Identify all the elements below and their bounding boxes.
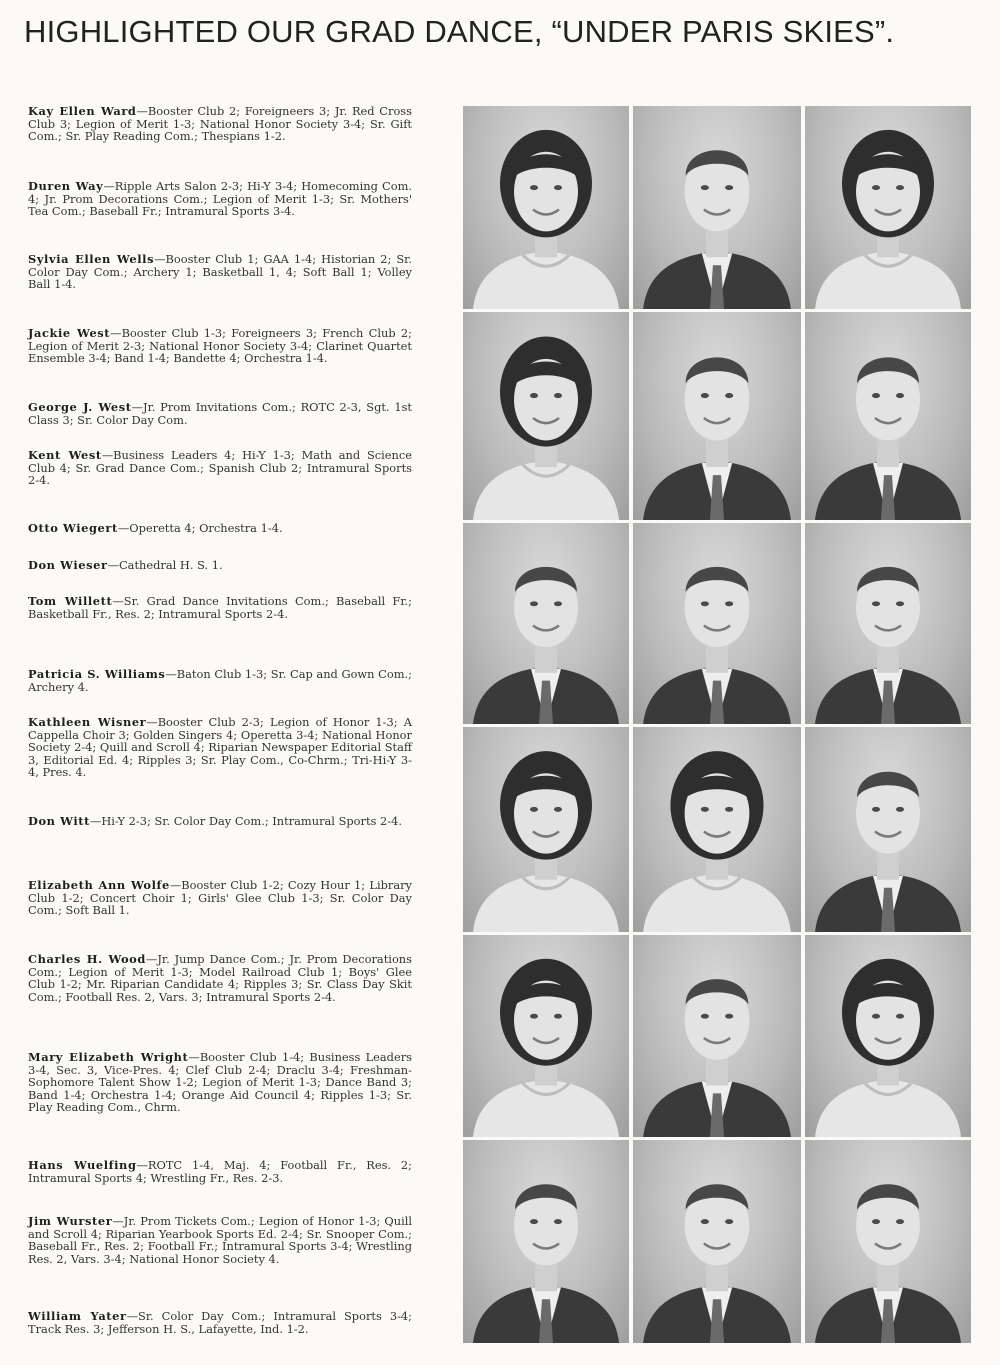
student-name: Otto Wiegert	[28, 521, 118, 535]
student-name: Kathleen Wisner	[28, 715, 147, 729]
portrait-image	[633, 727, 801, 932]
portrait-image	[463, 727, 629, 932]
student-portrait	[805, 935, 971, 1137]
student-name: Patricia S. Williams	[28, 667, 166, 681]
student-portrait	[633, 523, 801, 724]
portrait-image	[633, 523, 801, 724]
bio-entry	[28, 180, 412, 218]
student-activities: —Booster Club 1-4; Business Leaders 3-4, Sec. 3, Vice-Pres. 4; Clef Club 2-4; Draclu 3-4; Freshman-Sophomore Talent Show 1-2; Legion of Merit 1-3; Dance Band 3; Band 1-4; Orchestra 1-4; Orange Aid Council 4; Ripples 1-3; Sr. Play Reading Com., Chrm.	[28, 1050, 412, 1115]
student-portrait	[633, 1140, 801, 1343]
student-activities: —Cathedral H. S. 1.	[107, 558, 223, 572]
student-activities: —Booster Club 2; Foreigneers 3; Jr. Red Cross Club 3; Legion of Merit 1-3; National Honor Society 3-4; Sr. Gift Com.; Sr. Play Reading Com.; Thespians 1-2.	[28, 104, 413, 144]
portrait-image	[463, 523, 629, 724]
student-activities: —Ripple Arts Salon 2-3; Hi-Y 3-4; Homecoming Com. 4; Jr. Prom Decorations Com.; Legion of Merit 1-3; Sr. Mothers' Tea Com.; Baseball Fr.; Intramural Sports 3-4.	[28, 179, 412, 219]
student-name: Hans Wuelfing	[28, 1158, 137, 1172]
portrait-image	[633, 106, 801, 309]
portrait-image	[805, 106, 971, 309]
student-name: Don Wieser	[28, 558, 108, 572]
bio-entry	[28, 953, 412, 1003]
student-name: Duren Way	[28, 179, 104, 193]
student-activities: —Booster Club 1-2; Cozy Hour 1; Library Club 1-2; Concert Choir 1; Girls' Glee Club 1-3; Sr. Color Day Com.; Soft Ball 1.	[28, 878, 412, 918]
student-name: Kent West	[28, 448, 102, 462]
student-portrait	[633, 312, 801, 520]
bio-entry	[28, 1310, 412, 1335]
bio-entry	[28, 879, 412, 917]
student-name: William Yater	[28, 1309, 127, 1323]
student-name: Kay Ellen Ward	[28, 104, 137, 118]
bio-entry	[28, 105, 412, 143]
student-portrait	[463, 727, 629, 932]
student-activities: —Booster Club 1; GAA 1-4; Historian 2; Sr. Color Day Com.; Archery 1; Basketball 1, 4; Soft Ball 1; Volley Ball 1-4.	[28, 252, 412, 292]
student-activities: —Sr. Color Day Com.; Intramural Sports 3-4; Track Res. 3; Jefferson H. S., Lafayette, Ind. 1-2.	[28, 1309, 412, 1336]
student-portrait	[805, 312, 971, 520]
student-portrait	[463, 935, 629, 1137]
bio-entry	[28, 716, 412, 779]
student-activities: —Operetta 4; Orchestra 1-4.	[117, 521, 283, 535]
bio-entry	[28, 1051, 412, 1114]
page-headline: HIGHLIGHTED OUR GRAD DANCE, “UNDER PARIS SKIES”.	[24, 14, 895, 49]
student-activities: —ROTC 1-4, Maj. 4; Football Fr., Res. 2; Intramural Sports 4; Wrestling Fr., Res. 2-3.	[28, 1158, 412, 1185]
student-portrait	[805, 1140, 971, 1343]
student-name: Mary Elizabeth Wright	[28, 1050, 189, 1064]
bio-entry	[28, 595, 412, 620]
bio-entry	[28, 1159, 412, 1184]
bio-entry	[28, 1215, 412, 1265]
student-portrait	[633, 935, 801, 1137]
student-name: Tom Willett	[28, 594, 113, 608]
portrait-image	[805, 312, 971, 520]
student-name: Jim Wurster	[28, 1214, 113, 1228]
portrait-image	[463, 1140, 629, 1343]
student-activities: —Booster Club 1-3; Foreigneers 3; French Club 2; Legion of Merit 2-3; National Honor Society 3-4; Clarinet Quartet Ensemble 3-4; Band 1-4; Bandette 4; Orchestra 1-4.	[28, 326, 412, 366]
bio-entry	[28, 327, 412, 365]
bio-entry	[28, 253, 412, 291]
student-portrait	[805, 106, 971, 309]
student-name: George J. West	[28, 400, 132, 414]
portrait-image	[463, 106, 629, 309]
student-portrait	[805, 727, 971, 932]
portrait-image	[633, 935, 801, 1137]
portrait-grid	[463, 106, 971, 1346]
student-portrait	[463, 523, 629, 724]
student-portrait	[633, 727, 801, 932]
bio-entry	[28, 559, 412, 572]
student-portrait	[463, 106, 629, 309]
student-portrait	[463, 1140, 629, 1343]
student-activities: —Booster Club 2-3; Legion of Honor 1-3; A Cappella Choir 3; Golden Singers 4; Operetta 3-4; National Honor Society 2-4; Quill and Scroll 4; Riparian Newspaper Editorial Staff 3, Editorial Ed. 4; Ripples 3; Sr. Play Com., Co-Chrm.; Tri-Hi-Y 3-4, Pres. 4.	[28, 715, 412, 780]
portrait-image	[633, 312, 801, 520]
student-name: Charles H. Wood	[28, 952, 146, 966]
bio-entry	[28, 522, 412, 535]
student-activities: —Jr. Prom Tickets Com.; Legion of Honor 1-3; Quill and Scroll 4; Riparian Yearbook Sports Ed. 2-4; Sr. Snooper Com.; Baseball Fr., Res. 2; Football Fr.; Intramural Sports 3-4; Wrestling Res. 2, Vars. 3-4; National Honor Society 4.	[28, 1214, 412, 1266]
student-name: Don Witt	[28, 814, 90, 828]
bio-entry	[28, 449, 412, 487]
portrait-image	[805, 727, 971, 932]
student-activities: —Baton Club 1-3; Sr. Cap and Gown Com.; Archery 4.	[28, 667, 412, 694]
portrait-image	[805, 523, 971, 724]
student-activities: —Hi-Y 2-3; Sr. Color Day Com.; Intramural Sports 2-4.	[89, 814, 402, 828]
student-portrait	[805, 523, 971, 724]
portrait-image	[633, 1140, 801, 1343]
portrait-image	[463, 312, 629, 520]
student-portrait	[463, 312, 629, 520]
student-activities: —Sr. Grad Dance Invitations Com.; Baseball Fr.; Basketball Fr., Res. 2; Intramural Sports 2-4.	[28, 594, 412, 621]
student-name: Sylvia Ellen Wells	[28, 252, 155, 266]
student-portrait	[633, 106, 801, 309]
student-activities: —Jr. Prom Invitations Com.; ROTC 2-3, Sgt. 1st Class 3; Sr. Color Day Com.	[28, 400, 412, 427]
student-name: Elizabeth Ann Wolfe	[28, 878, 170, 892]
portrait-image	[463, 935, 629, 1137]
portrait-image	[805, 1140, 971, 1343]
student-activities: —Business Leaders 4; Hi-Y 1-3; Math and Science Club 4; Sr. Grad Dance Com.; Spanish Club 2; Intramural Sports 2-4.	[28, 448, 412, 488]
student-activities: —Jr. Jump Dance Com.; Jr. Prom Decorations Com.; Legion of Merit 1-3; Model Railroad Club 1; Boys' Glee Club 1-2; Mr. Riparian Candidate 4; Ripples 3; Sr. Class Day Skit Com.; Football Res. 2, Vars. 3; Intramural Sports 2-4.	[28, 952, 412, 1004]
portrait-image	[805, 935, 971, 1137]
bio-entry	[28, 815, 412, 828]
student-name: Jackie West	[28, 326, 111, 340]
bio-entry	[28, 668, 412, 693]
bio-entry	[28, 401, 412, 426]
